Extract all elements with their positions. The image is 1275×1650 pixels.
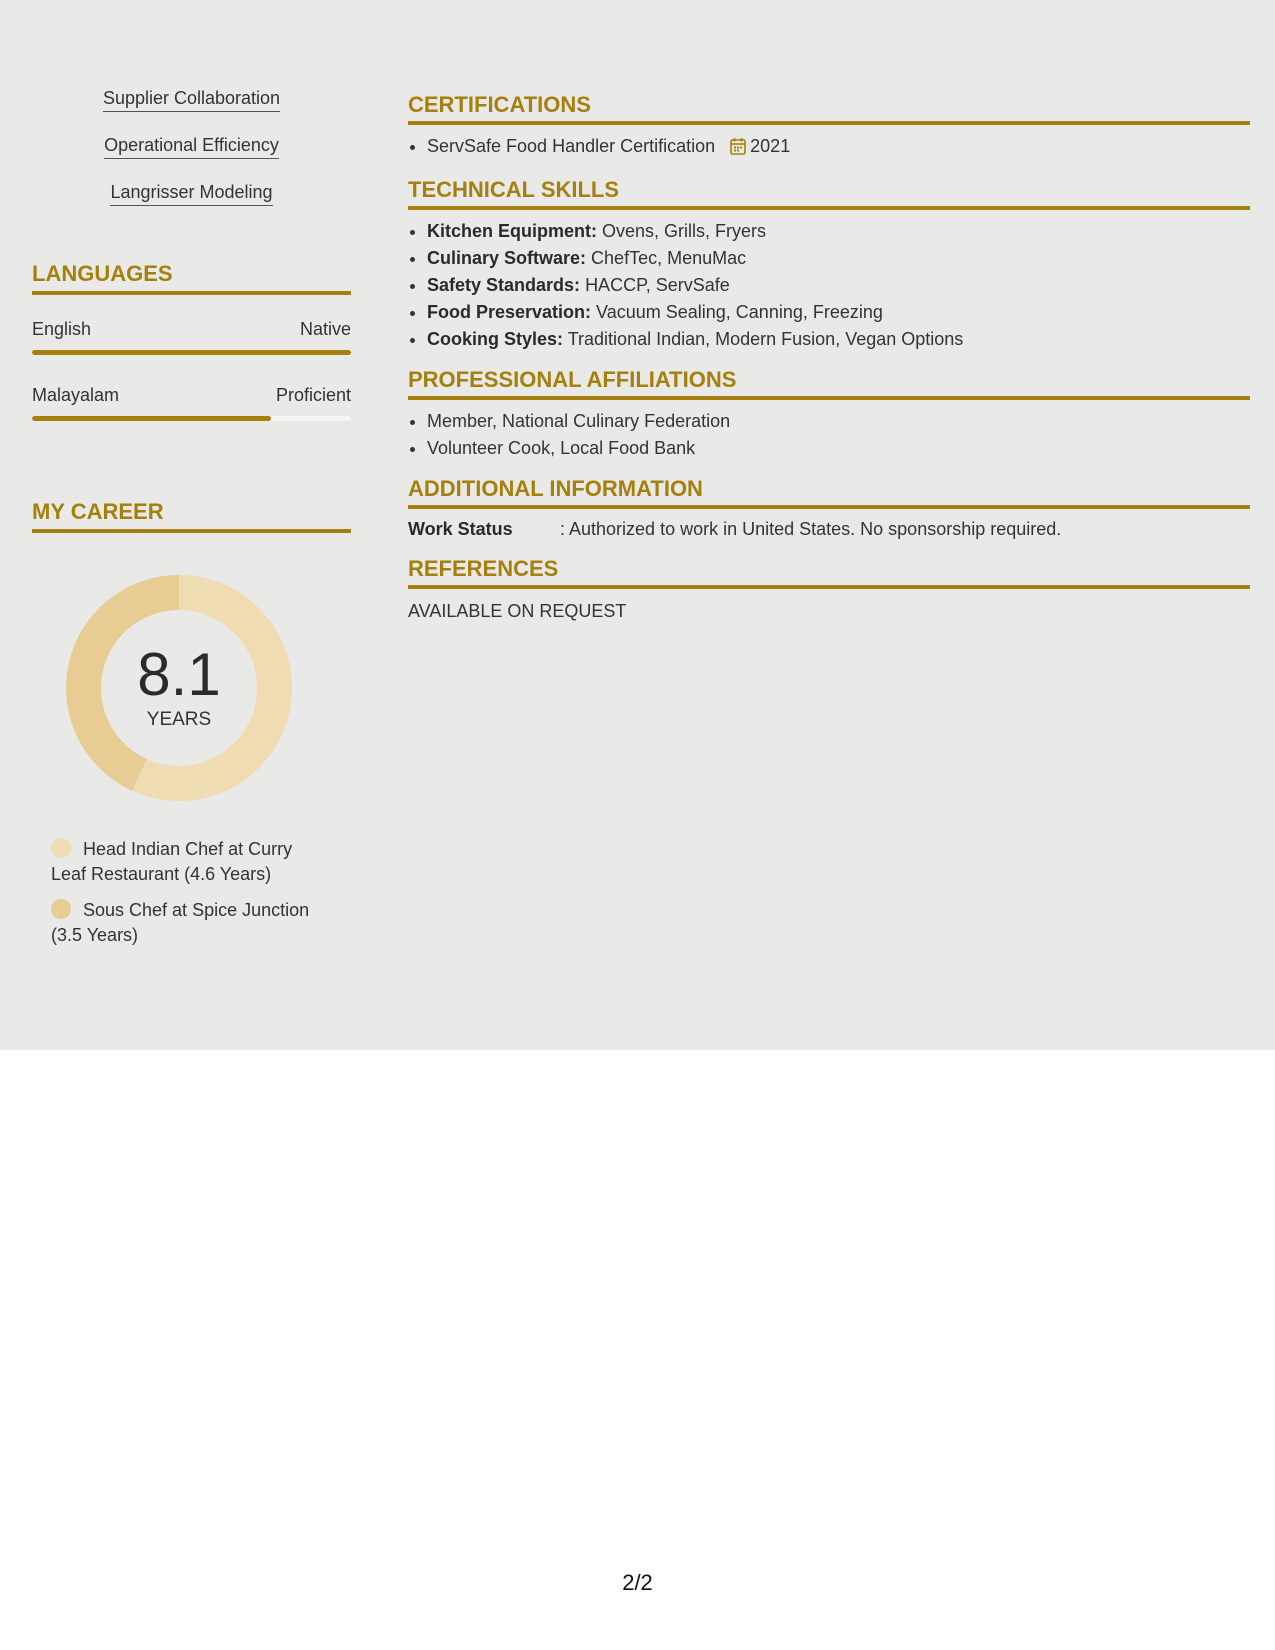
- skill-value: Ovens, Grills, Fryers: [602, 221, 767, 241]
- legend-label: Sous Chef at Spice Junction (3.5 Years): [51, 900, 310, 945]
- additional-info-heading: ADDITIONAL INFORMATION: [408, 476, 1250, 509]
- work-status-label: Work Status: [408, 519, 513, 539]
- work-status-row: [408, 519, 1250, 540]
- skill-item: Operational Efficiency: [104, 135, 279, 159]
- affiliations-heading: PROFESSIONAL AFFILIATIONS: [408, 367, 1250, 400]
- work-status-value: : Authorized to work in United States. No sponsorship required.: [560, 519, 1062, 539]
- skill-label: Safety Standards:: [427, 275, 581, 295]
- certifications-heading: CERTIFICATIONS: [408, 92, 1250, 125]
- language-malayalam: [32, 385, 351, 421]
- legend-item: [51, 837, 331, 887]
- list-item: [427, 326, 1250, 353]
- list-item: [427, 133, 1250, 163]
- career-heading: MY CAREER: [32, 499, 351, 533]
- legend-dot: [51, 838, 71, 858]
- legend-label: Head Indian Chef at Curry Leaf Restaurant (4.6 Years): [51, 839, 293, 884]
- list-item: [427, 299, 1250, 326]
- legend-dot: [51, 899, 71, 919]
- list-item: • Volunteer Cook, Local Food Bank: [427, 435, 1250, 462]
- references-text: AVAILABLE ON REQUEST: [408, 601, 627, 621]
- skill-value: Traditional Indian, Modern Fusion, Vegan Options: [567, 329, 964, 349]
- skill-item: Langrisser Modeling: [110, 182, 272, 206]
- skill-value: HACCP, ServSafe: [585, 275, 730, 295]
- language-english: [32, 319, 351, 355]
- language-level: Proficient: [275, 385, 351, 405]
- language-bar-fill: [32, 350, 351, 355]
- certification-name: ServSafe Food Handler Certification: [427, 136, 716, 156]
- skill-label: Cooking Styles:: [427, 329, 564, 349]
- certifications-list: [408, 133, 1250, 163]
- list-item: • Member, National Culinary Federation: [427, 408, 1250, 435]
- skill-label: Culinary Software:: [427, 248, 587, 268]
- skill-item: Supplier Collaboration: [103, 88, 280, 112]
- legend-item: [51, 898, 331, 948]
- language-bar: [32, 350, 351, 355]
- affiliations-list: [408, 408, 1250, 462]
- main-content: [408, 92, 1250, 622]
- skill-label: Kitchen Equipment:: [427, 221, 597, 241]
- career-donut-chart: [66, 575, 292, 801]
- career-total-years: 8.1: [137, 641, 221, 708]
- career-legend: [51, 837, 331, 948]
- list-item: [427, 272, 1250, 299]
- page-number: 2/2: [622, 1570, 653, 1595]
- language-bar: [32, 416, 351, 421]
- certification-year: 2021: [750, 136, 791, 156]
- skill-value: ChefTec, MenuMac: [591, 248, 747, 268]
- language-bar-fill: [32, 416, 271, 421]
- list-item: [427, 218, 1250, 245]
- list-item: [427, 245, 1250, 272]
- language-name: Malayalam: [32, 385, 120, 405]
- sidebar: [32, 80, 351, 959]
- skill-list: [32, 80, 351, 221]
- technical-skills-list: [408, 218, 1250, 353]
- languages-heading: LANGUAGES: [32, 261, 351, 295]
- technical-skills-heading: TECHNICAL SKILLS: [408, 177, 1250, 210]
- skill-label: Food Preservation:: [427, 302, 592, 322]
- calendar-icon: [730, 136, 746, 163]
- references-heading: REFERENCES: [408, 556, 1250, 589]
- language-name: English: [32, 319, 92, 339]
- language-level: Native: [299, 319, 351, 339]
- skill-value: Vacuum Sealing, Canning, Freezing: [596, 302, 883, 322]
- donut-center: [66, 575, 292, 801]
- career-years-unit: YEARS: [146, 709, 212, 730]
